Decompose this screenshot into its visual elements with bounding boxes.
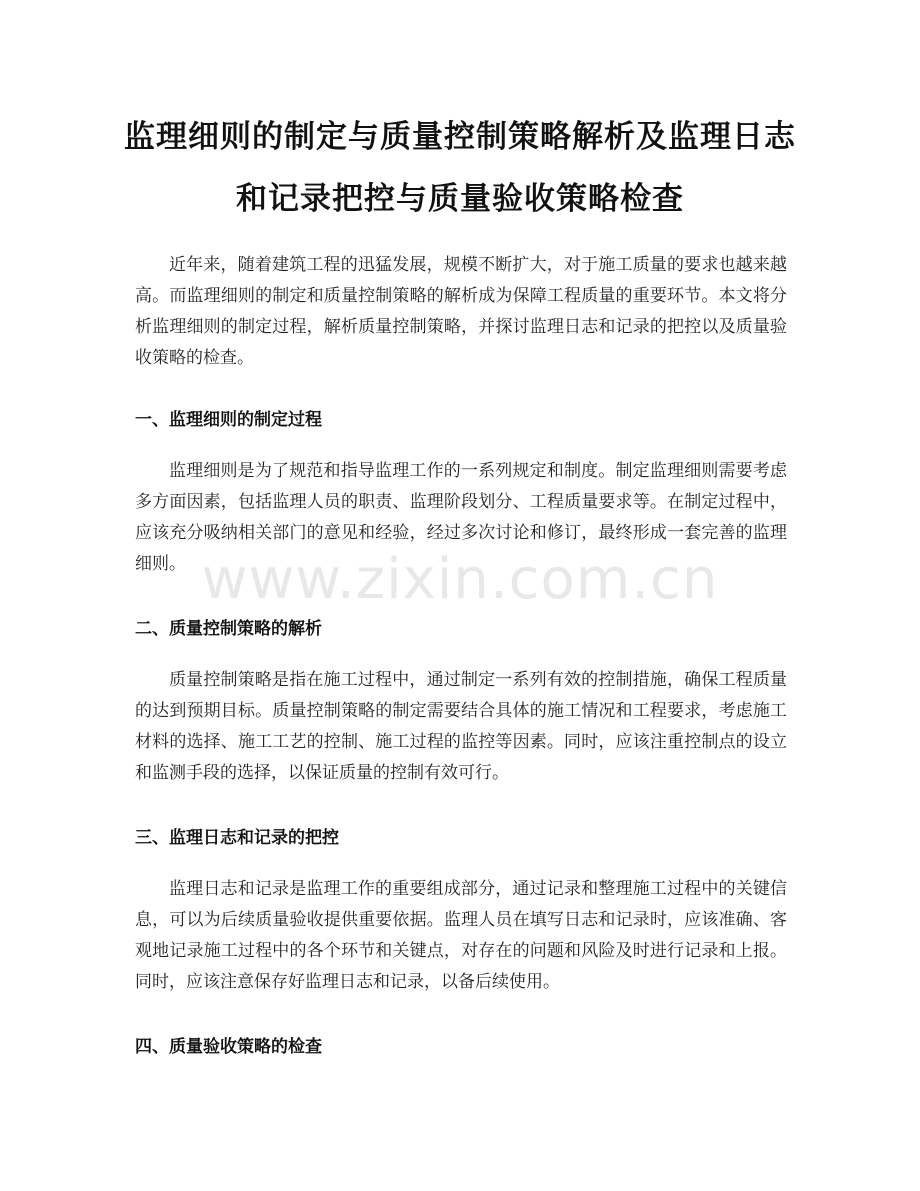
section-body-1: 监理细则是为了规范和指导监理工作的一系列规定和制度。制定监理细则需要考虑多方面因素，包括监理人员的职责、监理阶段划分、工程质量要求等。在制定过程中，应该充分吸纳相关部门的意见和经验，经过多次讨论和修订，最终形成一套完善的监理细则。 (135, 461, 787, 574)
section-body-3: 监理日志和记录是监理工作的重要组成部分，通过记录和整理施工过程中的关键信息，可以为后续质量验收提供重要依据。监理人员在填写日志和记录时，应该准确、客观地记录施工过程中的各个环节和关键点，对存在的问题和风险及时进行记录和上报。同时，应该注意保存好监理日志和记录，以备后续使用。 (135, 879, 787, 992)
section-body-2: 质量控制策略是指在施工过程中，通过制定一系列有效的控制措施，确保工程质量的达到预期目标。质量控制策略的制定需要结合具体的施工情况和工程要求，考虑施工材料的选择、施工工艺的控制、施工过程的监控等因素。同时，应该注重控制点的设立和监测手段的选择，以保证质量的控制有效可行。 (135, 670, 787, 783)
watermark: www.zixin.com.cn (201, 547, 719, 612)
section-heading-3: 三、监理日志和记录的把控 (135, 828, 339, 848)
section-heading-2: 二、质量控制策略的解析 (135, 619, 322, 639)
section-heading-1: 一、监理细则的制定过程 (135, 410, 322, 430)
section-heading-4: 四、质量验收策略的检查 (135, 1037, 322, 1057)
document-title: 监理细则的制定与质量控制策略解析及监理日志和记录把控与质量验收策略检查 (124, 119, 796, 217)
intro-paragraph: 近年来，随着建筑工程的迅猛发展，规模不断扩大，对于施工质量的要求也越来越高。而监理细则的制定和质量控制策略的解析成为保障工程质量的重要环节。本文将分析监理细则的制定过程，解析质量控制策略，并探讨监理日志和记录的把控以及质量验收策略的检查。 (135, 255, 787, 368)
